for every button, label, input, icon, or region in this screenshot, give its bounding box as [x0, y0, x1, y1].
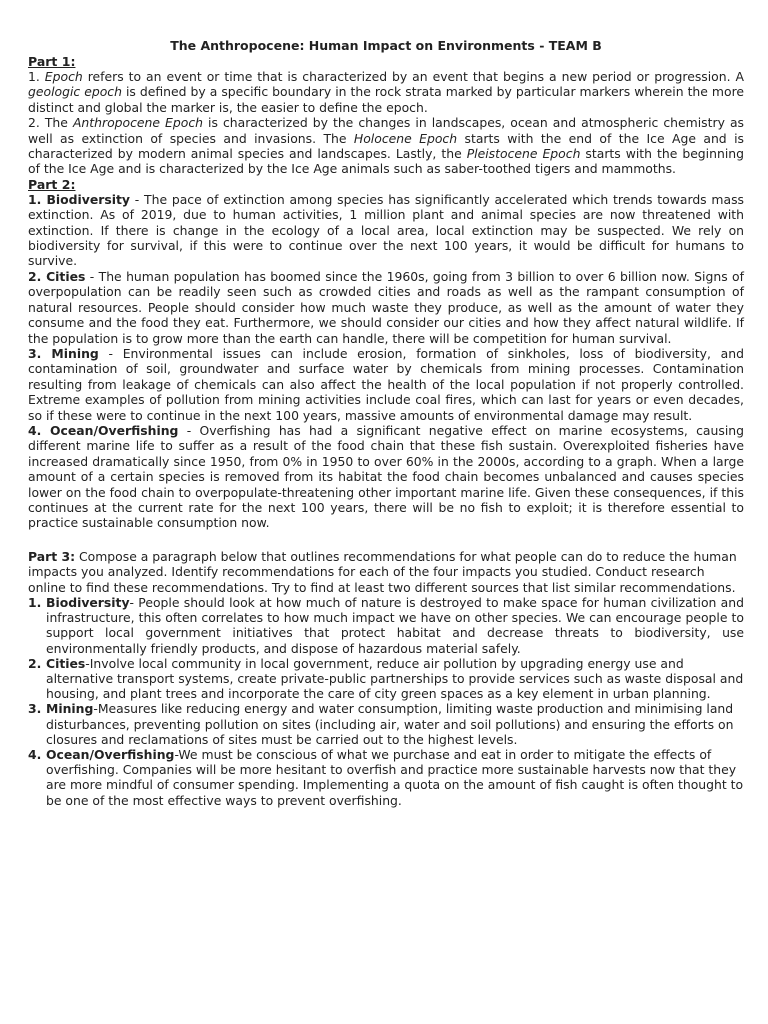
part3-item-text: -We must be conscious of what we purchase and eat in order to mitigate the effects of overfishing. Companies will be more hesitant to overfish and practice more sustainable harvests now that they are more mindful of consumer spending. Implementing a quota on the amount of fish caught is often thought to be one of the most effective ways to prevent overfishing. — [46, 747, 744, 808]
part2-item-label: 1. Biodiversity — [28, 191, 131, 207]
part3-item-body — [46, 701, 744, 747]
part2-item-mining — [28, 346, 744, 423]
term-epoch: Epoch — [44, 69, 83, 84]
term-holocene-epoch: Holocene Epoch — [353, 130, 458, 146]
part1-item-epochs — [28, 115, 744, 177]
part1-item-number: 1. — [28, 69, 40, 84]
part3-item-body — [46, 747, 744, 808]
part3-item-number: 3. — [28, 701, 42, 717]
part3-item-ocean-overfishing — [28, 747, 744, 808]
part2-item-label: 2. Cities — [28, 268, 86, 284]
part1-item-text: The — [44, 115, 73, 131]
part3-item-body — [46, 595, 744, 656]
part2-item-text: - Environmental issues can include erosion, formation of sinkholes, loss of biodiversity, and contamination of soil, groundwater and surface water by chemicals from mining processes. Contamination resulting from leakage of chemicals can also affect the health of the local population if not properly controlled. Extreme examples of pollution from mining activities include coal fires, which can last for years or even decades, so if these were to continue in the next 100 years, massive amounts of environmental damage may result. — [28, 345, 744, 423]
part3-item-mining — [28, 701, 744, 747]
part3-item-label: Mining — [46, 701, 94, 717]
part1-item-text: is characterized by the changes in landscapes, ocean and atmospheric chemistry as well as extinction of species and invasions. The — [28, 115, 744, 146]
part1-item-text: is defined by a specific boundary in the rock strata marked by particular markers wherein the more distinct and global the marker is, the easier to define the epoch. — [28, 84, 745, 115]
part2-heading: Part 2: — [28, 176, 76, 192]
part3-item-biodiversity — [28, 595, 744, 656]
part1-item-text: refers to an event or time that is characterized by an event that begins a new period or progression. A — [82, 69, 744, 84]
part2-item-cities — [28, 269, 744, 346]
document-title: The Anthropocene: Human Impact on Environments - TEAM B — [170, 38, 602, 53]
part2-item-label: 4. Ocean/Overfishing — [28, 422, 179, 438]
part1-item-text: starts with the beginning of the Ice Age and is characterized by the Ice Age animals such as saber-toothed tigers and mammoths. — [28, 146, 744, 177]
part3-item-text: -Measures like reducing energy and water consumption, limiting waste production and minimising land disturbances, preventing pollution on sites (including air, water and soil pollutions) and ensuring the efforts on closures and reclamations of sites must be carried out to the highest levels. — [46, 701, 734, 747]
part2-item-biodiversity — [28, 192, 744, 269]
part3-item-text: -Involve local community in local government, reduce air pollution by upgrading energy use and alternative transport systems, create private-public partnerships to provide services such as waste disposal and housing, and plant trees and incorporate the care of city green spaces as a key element in urban planning. — [46, 655, 744, 702]
term-pleistocene-epoch: Pleistocene Epoch — [466, 146, 581, 162]
part2-item-label: 3. Mining — [28, 345, 99, 361]
part3-intro-text: Compose a paragraph below that outlines recommendations for what people can do to reduce the human impacts you analyzed. Identify recommendations for each of the four impacts you studied. Conduct research online to find these recommendations. Try to find at least two different sources that list similar recommendations. — [28, 548, 737, 595]
part3-item-number: 2. — [28, 655, 42, 671]
part3-item-cities — [28, 656, 744, 702]
part3-item-number: 1. — [28, 595, 42, 610]
part2-item-ocean-overfishing — [28, 423, 744, 531]
part3-item-number: 4. — [28, 747, 42, 763]
part3-item-label: Biodiversity — [46, 595, 130, 610]
section-spacer — [28, 531, 744, 549]
part1-item-number: 2. — [28, 115, 40, 131]
part1-item-epoch — [28, 69, 744, 115]
part2-item-text: - The human population has boomed since the 1960s, going from 3 billion to over 6 billion now. Signs of overpopulation can be readily seen such as crowded cities and roads as well as the rampant consumption of natural resources. People should consider how much waste they produce, as well as the amount of water they consume and the food they eat. Furthermore, we should consider our cities and how they affect natural wildlife. If the population is to grow more than the earth can handle, there will be competition for human survival. — [28, 268, 744, 346]
part3-heading: Part 3: — [28, 548, 76, 564]
part3-item-body — [46, 656, 744, 702]
part3-intro — [28, 549, 744, 595]
part2-item-text: - The pace of extinction among species has significantly accelerated which trends towards mass extinction. As of 2019, due to human activities, 1 million plant and animal species are now threatened with extinction. If there is change in the ecology of a local area, local extinction may be suspected. We rely on biodiversity for survival, if this were to continue over the next 100 years, it would be difficult for humans to survive. — [28, 191, 744, 269]
part3-item-label: Cities — [46, 655, 86, 671]
part3-item-label: Ocean/Overfishing — [46, 747, 175, 763]
part1-heading: Part 1: — [28, 54, 76, 69]
part3-item-text: - People should look at how much of nature is destroyed to make space for human civilization and infrastructure, this often correlates to how much impact we have on other species. We can encourage people to support local government initiatives that protect habitat and decrease threats to biodiversity, use environmentally friendly products, and dispose of hazardous material safely. — [46, 595, 744, 656]
part1-item-text: starts with the end of the Ice Age and is characterized by modern animal species and landscapes. Lastly, the — [28, 130, 744, 162]
term-geologic-epoch: geologic epoch — [28, 84, 122, 100]
part2-item-text: - Overfishing has had a significant negative effect on marine ecosystems, causing different marine life to suffer as a result of the food chain that these fish sustain. Overexploited fisheries have increased dramatically since 1950, from 0% in 1950 to over 60% in the 2000s, according to a graph. When a large amount of a certain species is removed from its habitat the food chain becomes unbalanced and causes species lower on the food chain to overpopulate-threatening other important marine life. Given these consequences, if this continues at the current rate for the next 100 years, there will be no fish to exploit; it is therefore essential to practice sustainable consumption now. — [28, 422, 744, 531]
term-anthropocene-epoch: Anthropocene Epoch — [72, 115, 203, 131]
